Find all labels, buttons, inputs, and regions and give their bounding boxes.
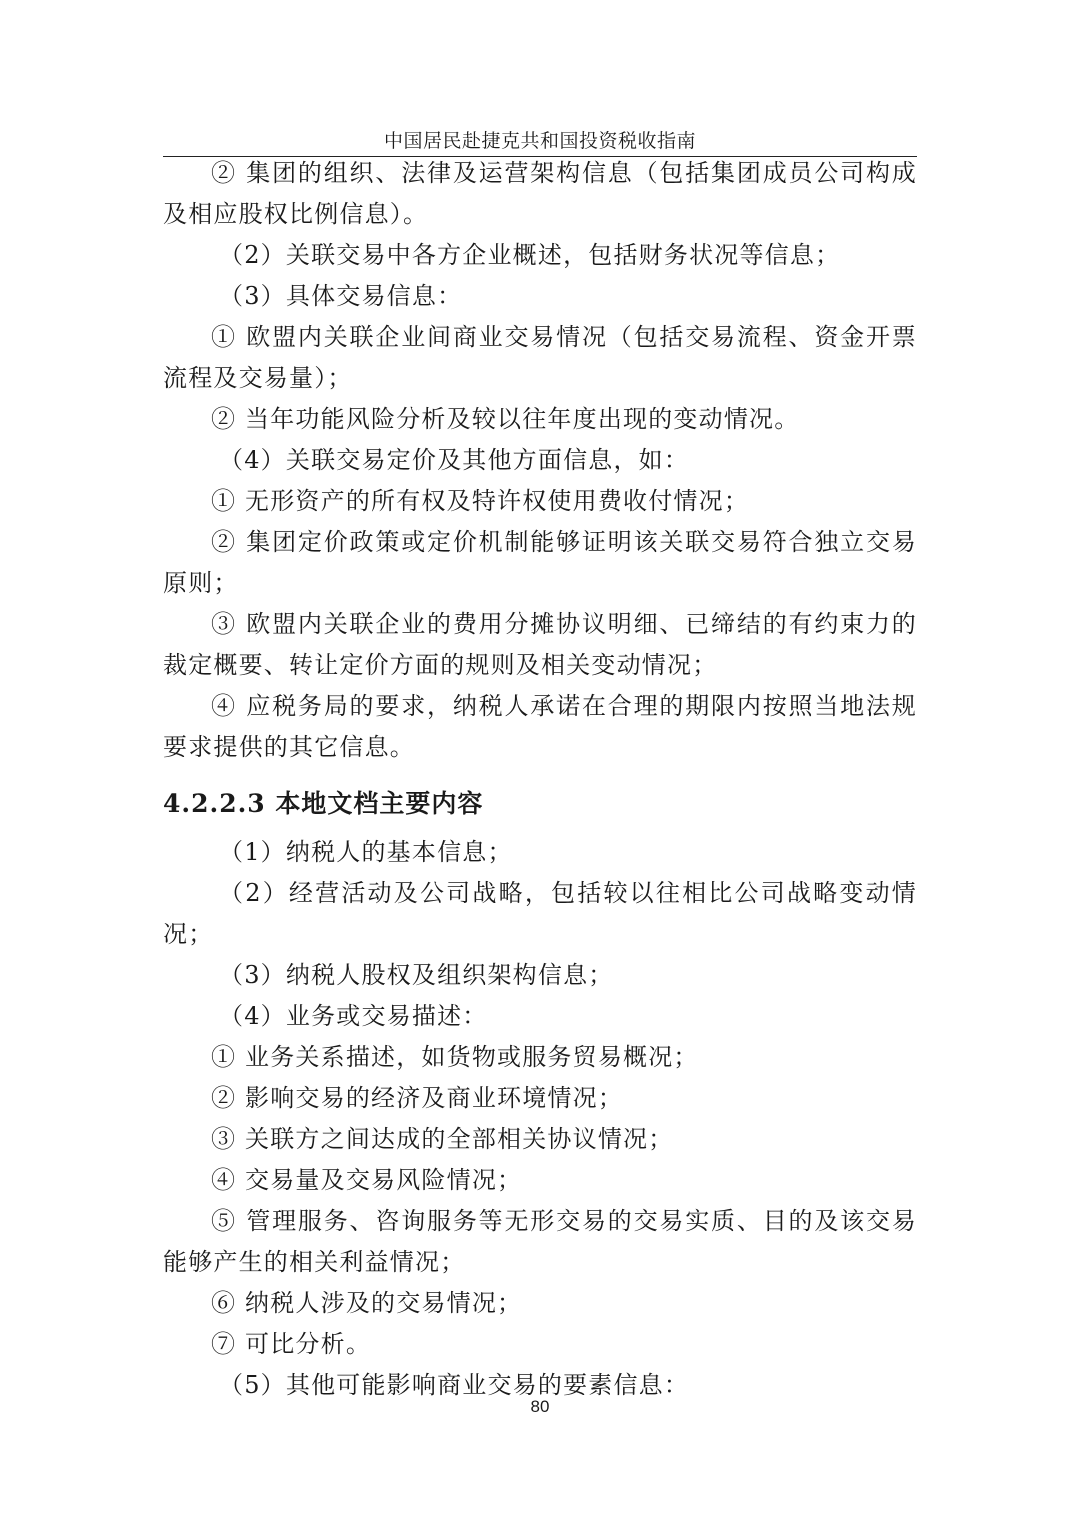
page-body: [163, 153, 917, 1406]
page-header-title: 中国居民赴捷克共和国投资税收指南: [383, 130, 696, 152]
paragraph-item: ⑦ 可比分析。: [211, 1330, 372, 1358]
paragraph-item: ④ 交易量及交易风险情况；: [211, 1166, 523, 1194]
paragraph-item: ① 业务关系描述，如货物或服务贸易概况；: [211, 1043, 699, 1071]
paragraph-item: ② 集团的组织、法律及运营架构信息（包括集团成员公司构成及相应股权比例信息）。: [163, 159, 917, 228]
paragraph-item: ① 欧盟内关联企业间商业交易情况（包括交易流程、资金开票流程及交易量）；: [163, 323, 917, 392]
paragraph-item: ② 集团定价政策或定价机制能够证明该关联交易符合独立交易原则；: [163, 528, 917, 597]
paragraph-item: ③ 关联方之间达成的全部相关协议情况；: [211, 1125, 674, 1153]
paragraph-item: ② 影响交易的经济及商业环境情况；: [211, 1084, 624, 1112]
paragraph-item: （3）纳税人股权及组织架构信息；: [219, 961, 614, 989]
paragraph-item: （5）其他可能影响商业交易的要素信息：: [219, 1371, 690, 1399]
paragraph-item: ② 当年功能风险分析及较以往年度出现的变动情况。: [211, 405, 800, 433]
paragraph-item: ③ 欧盟内关联企业的费用分摊协议明细、已缔结的有约束力的裁定概要、转让定价方面的规则及相关变动情况；: [163, 610, 917, 679]
paragraph-item: ⑥ 纳税人涉及的交易情况；: [211, 1289, 523, 1317]
paragraph-item: ⑤ 管理服务、咨询服务等无形交易的交易实质、目的及该交易能够产生的相关利益情况；: [163, 1207, 917, 1276]
paragraph-item: （3）具体交易信息：: [219, 282, 463, 310]
paragraph-item: （4）关联交易定价及其他方面信息，如：: [219, 446, 690, 474]
paragraph-item: （2）经营活动及公司战略，包括较以往相比公司战略变动情况；: [163, 879, 917, 948]
section-heading: 4.2.2.3 本地文档主要内容: [163, 789, 484, 818]
paragraph-item: （4）业务或交易描述：: [219, 1002, 488, 1030]
paragraph-item: （1）纳税人的基本信息；: [219, 838, 513, 866]
paragraph-item: （2）关联交易中各方企业概述，包括财务状况等信息；: [219, 241, 841, 269]
paragraph-item: ① 无形资产的所有权及特许权使用费收付情况；: [211, 487, 750, 515]
paragraph-item: ④ 应税务局的要求，纳税人承诺在合理的期限内按照当地法规要求提供的其它信息。: [163, 692, 917, 761]
page-number: 80: [530, 1397, 550, 1416]
